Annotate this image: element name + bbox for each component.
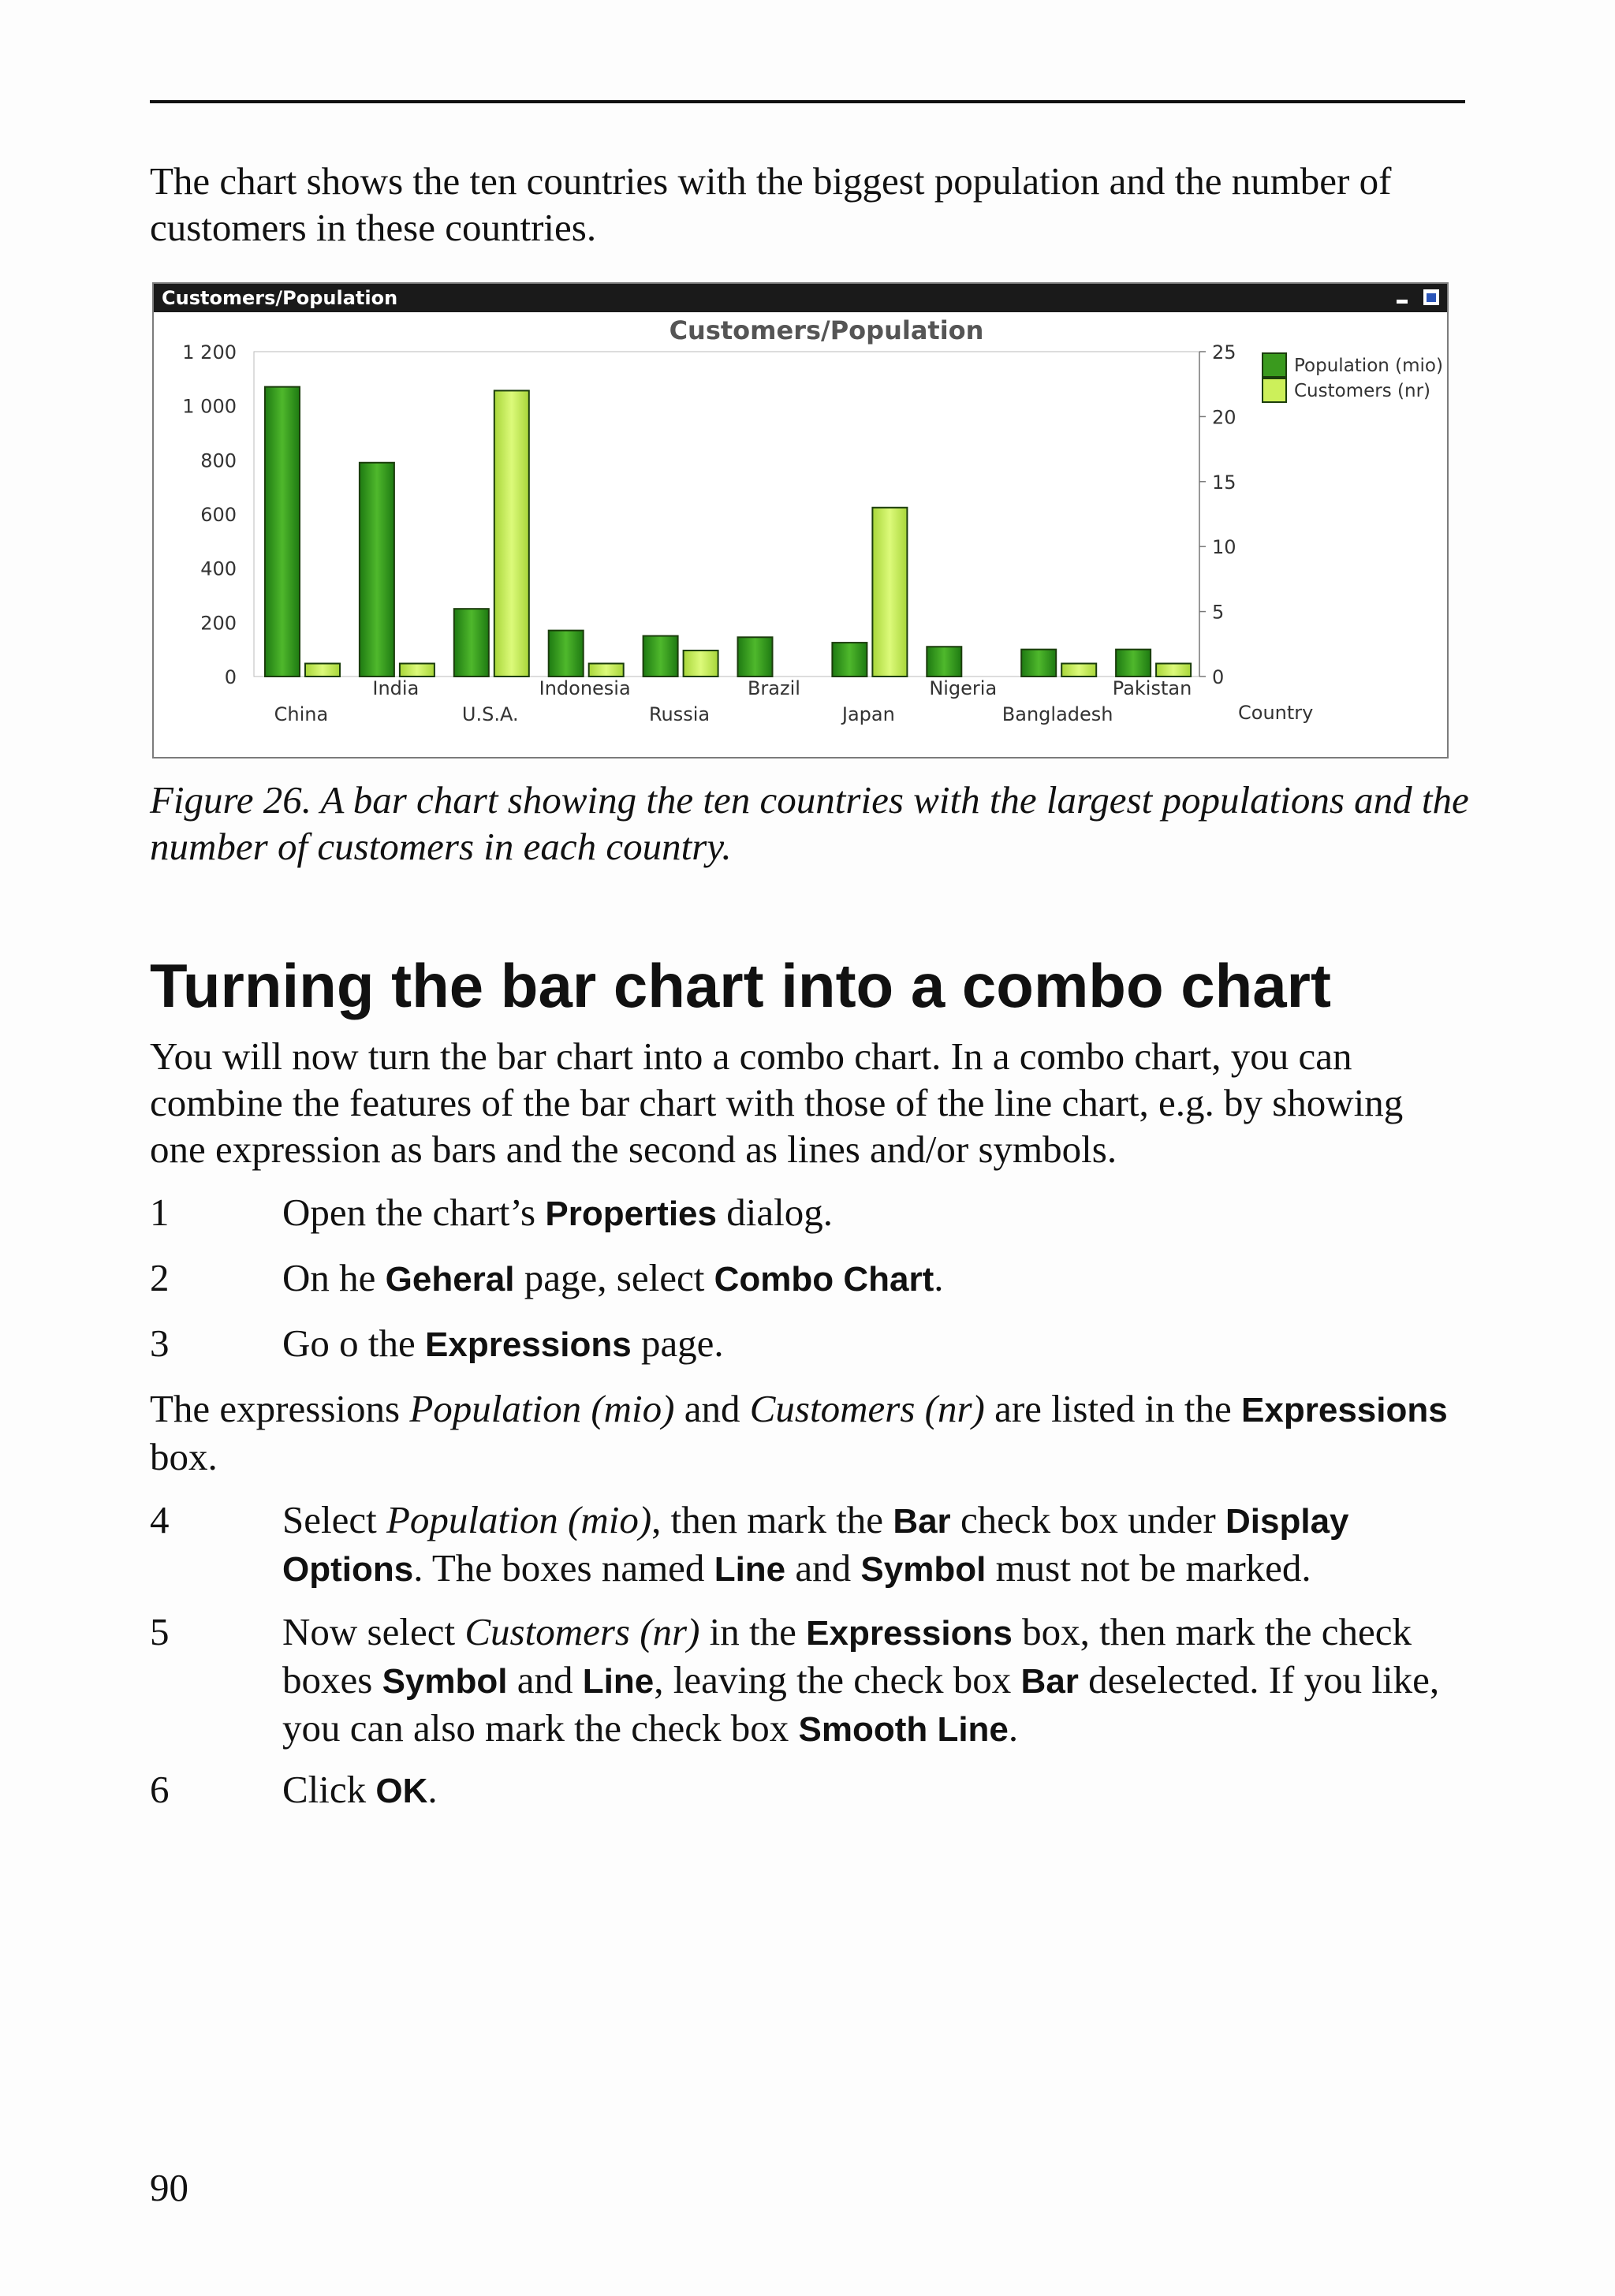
chart-title: Customers/Population — [669, 315, 984, 345]
bar-population — [738, 637, 773, 676]
bar-population — [832, 643, 867, 676]
step-number: 2 — [150, 1256, 170, 1299]
figure-caption: Figure 26. A bar chart showing the ten countries with the largest populations and the number of customers in each country. — [150, 778, 1469, 868]
step-text: Now select Customers (nr) in the Expressions box, then mark the check boxes Symbol and Line, leaving the check box Bar deselected. If you like, you can also mark the check box Smooth Line. — [282, 1610, 1440, 1750]
bar-population — [360, 463, 394, 676]
right-tick-label: 0 — [1212, 666, 1225, 688]
step-number: 3 — [150, 1321, 170, 1365]
bar-customers — [305, 664, 340, 676]
legend-swatch — [1263, 378, 1286, 402]
bar-customers — [684, 650, 718, 676]
ui-term: Properties — [545, 1195, 717, 1233]
step-text: Open the chart’s Properties dialog. — [282, 1191, 833, 1234]
maximize-icon[interactable] — [1423, 289, 1439, 305]
right-tick-label: 10 — [1212, 536, 1236, 559]
expressions-paragraph: The expressions Population (mio) and Customers (nr) are listed in the Expressions box. — [150, 1387, 1448, 1478]
bar-population — [1021, 650, 1056, 676]
chart-window-title: Customers/Population — [162, 287, 398, 309]
bar-population — [1116, 650, 1151, 676]
left-tick-label: 200 — [200, 612, 237, 635]
bar-population — [927, 647, 961, 676]
bar-population — [454, 609, 489, 676]
page-number: 90 — [150, 2166, 188, 2209]
bar-customers — [400, 664, 435, 676]
ui-term: Combo Chart — [714, 1260, 934, 1299]
ui-term: Expressions — [425, 1325, 632, 1364]
step-number: 4 — [150, 1498, 170, 1541]
bar-customers — [1061, 664, 1096, 676]
left-tick-label: 800 — [200, 449, 237, 472]
right-tick-label: 20 — [1212, 406, 1236, 429]
bar-customers — [589, 664, 624, 676]
chart-caption-bar[interactable] — [154, 284, 1447, 312]
step-text: Go o the Expressions page. — [282, 1321, 724, 1365]
bar-customers — [494, 390, 529, 676]
bar-chart — [154, 312, 1447, 757]
left-tick-label: 600 — [200, 504, 237, 526]
step-number: 6 — [150, 1768, 170, 1811]
step-number: 1 — [150, 1191, 170, 1234]
bar-population — [549, 631, 584, 676]
step-text: Click OK. — [282, 1768, 438, 1811]
plot-area — [254, 352, 1199, 676]
category-label: Bangladesh — [1001, 703, 1113, 725]
intro-paragraph: The chart shows the ten countries with the biggest population and the number of customers in these countries. — [150, 159, 1392, 249]
x-axis-label: Country — [1238, 702, 1314, 724]
legend-label: Population (mio) — [1294, 356, 1443, 376]
category-label: India — [372, 677, 420, 699]
bar-customers — [1156, 664, 1191, 676]
chart-window[interactable] — [152, 282, 1449, 758]
minimize-icon[interactable] — [1395, 289, 1411, 305]
legend-label: Customers (nr) — [1294, 381, 1430, 401]
step-number: 5 — [150, 1610, 170, 1653]
combo-intro-paragraph: You will now turn the bar chart into a combo chart. In a combo chart, you can combine the features of the bar chart with those of the line chart, e.g. by showing one expression as bars and the second as lines and/or symbols. — [150, 1034, 1404, 1171]
bar-customers — [872, 508, 907, 676]
legend-swatch — [1263, 353, 1286, 377]
category-label: China — [274, 703, 329, 725]
ui-term: Geheral — [385, 1260, 515, 1299]
right-tick-label: 5 — [1212, 601, 1225, 624]
category-label: Pakistan — [1112, 677, 1192, 699]
left-tick-label: 0 — [224, 666, 237, 688]
category-label: Nigeria — [929, 677, 998, 699]
right-tick-label: 25 — [1212, 341, 1236, 363]
bar-population — [265, 387, 300, 676]
step-text: On he Geheral page, select Combo Chart. — [282, 1256, 944, 1299]
left-tick-label: 1 000 — [182, 395, 237, 418]
header-rule — [150, 100, 1465, 103]
left-tick-label: 400 — [200, 557, 237, 580]
bar-population — [643, 636, 678, 677]
category-label: Brazil — [747, 677, 800, 699]
right-tick-label: 15 — [1212, 471, 1236, 494]
section-heading: Turning the bar chart into a combo chart — [150, 951, 1331, 1020]
step-text: Select Population (mio), then mark the Bar check box under Display Options. The boxes named Line and Symbol must not be marked. — [282, 1498, 1349, 1590]
category-label: Russia — [648, 703, 711, 725]
category-label: Japan — [841, 703, 895, 725]
category-label: U.S.A. — [461, 703, 519, 725]
category-label: Indonesia — [539, 677, 631, 699]
left-tick-label: 1 200 — [182, 341, 237, 363]
